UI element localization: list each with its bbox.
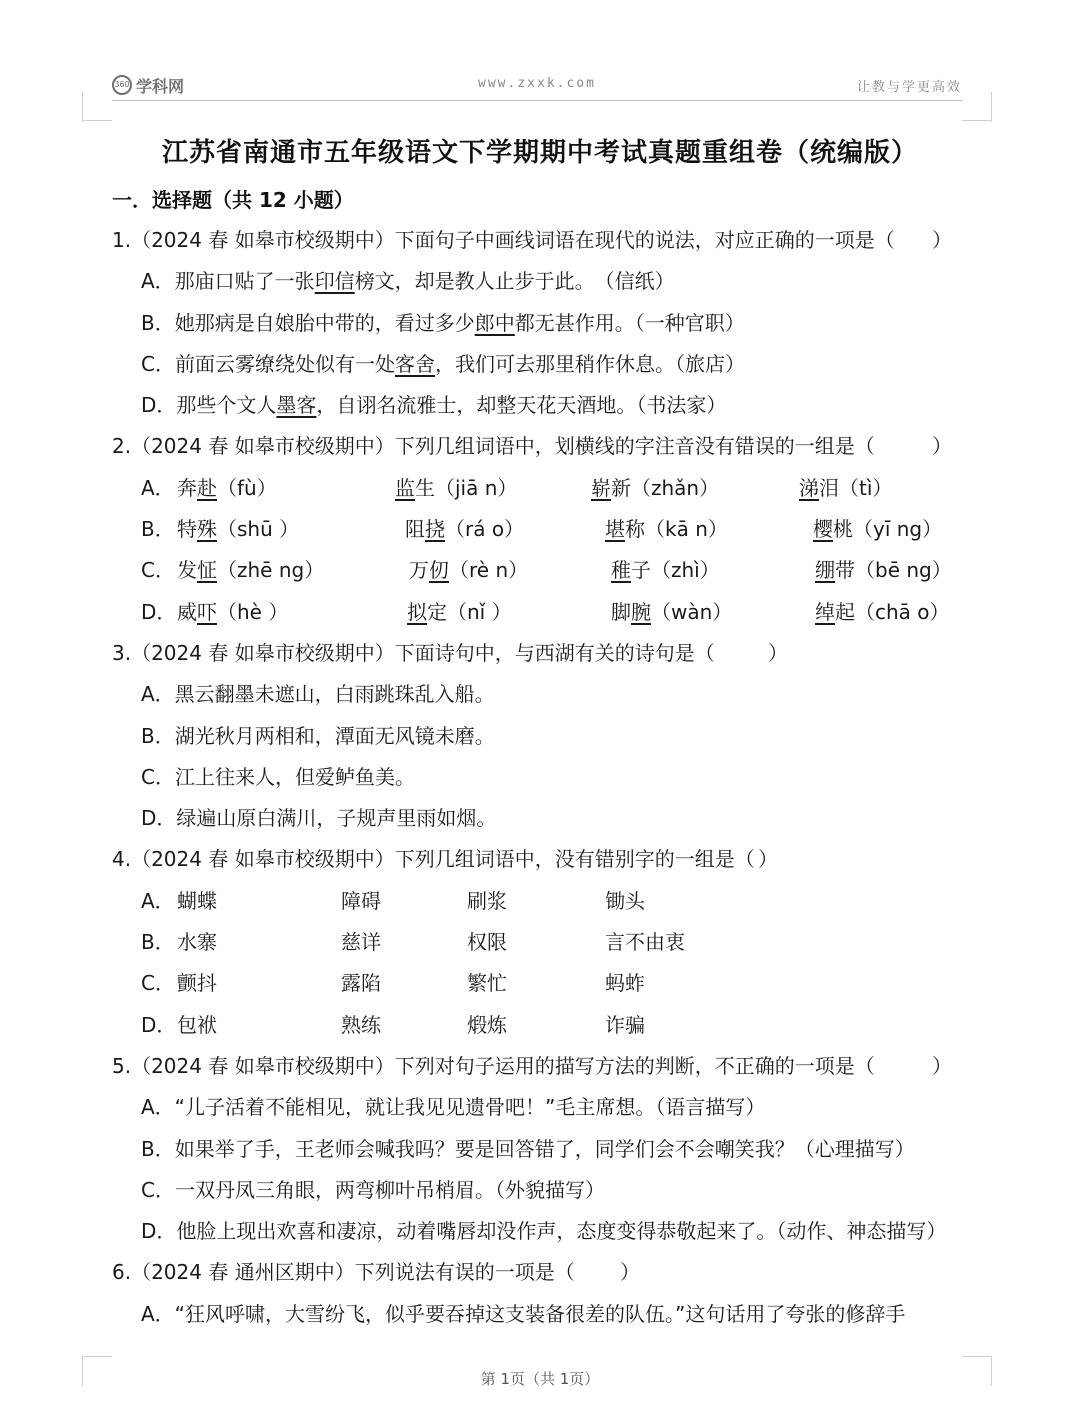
option-row: [112, 881, 972, 922]
underlined-word: 监: [395, 475, 415, 500]
slogan: 让教与学更高效: [856, 80, 962, 95]
option-text: 锄头: [605, 888, 645, 913]
option-text: （fù）: [217, 475, 277, 500]
option-text: 桃（yī ng）: [833, 517, 943, 542]
underlined-word: 赴: [197, 475, 217, 500]
option-line: [112, 385, 972, 426]
site-url: www.zxxk.com: [478, 76, 596, 91]
option-text: 脚: [611, 599, 631, 624]
option-text: （shū ）: [217, 517, 300, 542]
underlined-word: 印信: [314, 269, 355, 294]
option-cell: [611, 550, 720, 591]
option-text: D．绿遍山原白满川，子规声里雨如烟。: [141, 806, 497, 831]
option-cell: [605, 509, 728, 550]
option-text: （wàn）: [651, 599, 733, 624]
option-text: 刷浆: [467, 888, 507, 913]
option-text: B．如果举了手，王老师会喊我吗？要是回答错了，同学们会不会嘲笑我？（心理描写）: [141, 1136, 915, 1161]
underlined-word: 仞: [429, 558, 449, 583]
option-text: C．江上往来人，但爱鲈鱼美。: [141, 764, 415, 789]
option-label: D．: [141, 599, 177, 624]
option-line: [112, 1170, 972, 1211]
option-text: 包袱: [177, 1012, 217, 1037]
option-cell: [177, 922, 217, 963]
option-text: 称（kā n）: [625, 517, 728, 542]
answer-paren: ）: [932, 1053, 952, 1078]
option-cell: [605, 963, 645, 1004]
option-cell: [177, 1005, 217, 1046]
option-text: 都无甚作用。（一种官职）: [514, 310, 745, 335]
underlined-word: 绰: [815, 599, 835, 624]
option-text: 发: [177, 558, 197, 583]
underlined-word: 吓: [197, 599, 217, 624]
question-text: 6.（2024 春 通州区期中）下列说法有误的一项是（: [112, 1260, 575, 1285]
option-text: 生（jiā n）: [415, 475, 518, 500]
underlined-word: 绷: [815, 558, 835, 583]
option-row: [112, 592, 972, 633]
option-line: [112, 303, 972, 344]
option-text: 特: [177, 517, 197, 542]
corner-mark-top-left: [82, 92, 113, 122]
option-text: 权限: [467, 930, 507, 955]
option-cell: [177, 468, 277, 509]
underlined-word: 挠: [425, 517, 445, 542]
option-row: [112, 963, 972, 1004]
answer-paren: ）: [932, 434, 952, 459]
option-text: （zhē ng）: [217, 558, 325, 583]
option-text: A．那庙口贴了一张: [141, 269, 315, 294]
option-text: C．一双丹凤三角眼，两弯柳叶吊梢眉。（外貌描写）: [141, 1177, 605, 1202]
document-title: 江苏省南通市五年级语文下学期期中考试真题重组卷（统编版）: [161, 138, 918, 168]
option-text: （hè ）: [217, 599, 289, 624]
option-text: B．她那病是自娘胎中带的，看过多少: [141, 310, 475, 335]
logo-badge-icon: 360: [112, 75, 132, 95]
option-line: [112, 1087, 972, 1128]
option-cell: [467, 963, 507, 1004]
option-cell: [591, 468, 719, 509]
option-text: 煅炼: [467, 1012, 507, 1037]
option-line: [112, 1211, 972, 1252]
option-text: （rè n）: [449, 558, 529, 583]
option-text: 新（zhǎn）: [611, 475, 720, 500]
underlined-word: 拟: [407, 599, 427, 624]
option-line: [112, 344, 972, 385]
question-stem: [112, 633, 972, 674]
underlined-word: 崭: [591, 475, 611, 500]
option-text: 阻: [405, 517, 425, 542]
option-text: B．湖光秋月两相和，潭面无风镜未磨。: [141, 723, 495, 748]
option-text: 颤抖: [177, 971, 217, 996]
option-text: 蝴蝶: [177, 888, 217, 913]
option-cell: [177, 509, 299, 550]
option-text: 言不由衷: [605, 930, 685, 955]
option-line: [112, 757, 972, 798]
option-cell: [813, 509, 942, 550]
option-label: B．: [141, 517, 175, 542]
option-cell: [407, 592, 512, 633]
option-cell: [405, 509, 524, 550]
option-cell: [815, 550, 952, 591]
option-row: [112, 468, 972, 509]
question-text: 2.（2024 春 如皋市校级期中）下列几组词语中，划横线的字注音没有错误的一组是（: [112, 434, 875, 459]
option-text: 起（chā o）: [835, 599, 950, 624]
option-line: [112, 261, 972, 302]
option-text: 繁忙: [467, 971, 507, 996]
option-text: 泪（tì）: [819, 475, 893, 500]
option-cell: [177, 881, 217, 922]
option-text: 榜文，却是教人止步于此。 （信纸）: [354, 269, 675, 294]
option-cell: [605, 881, 645, 922]
option-text: 万: [409, 558, 429, 583]
underlined-word: 郎中: [474, 310, 515, 335]
option-label: A．: [141, 475, 175, 500]
underlined-word: 堪: [605, 517, 625, 542]
answer-paren: ）: [768, 640, 788, 665]
question-text: 5.（2024 春 如皋市校级期中）下列对句子运用的描写方法的判断，不正确的一项是（: [112, 1053, 875, 1078]
option-line: [112, 1294, 972, 1335]
option-label: C．: [141, 971, 175, 996]
option-text: A．黑云翻墨未遮山，白雨跳珠乱入船。: [141, 682, 495, 707]
option-text: ，自诩名流雅士，却整天花天酒地。（书法家）: [316, 393, 727, 418]
option-text: 蚂蚱: [605, 971, 645, 996]
option-cell: [799, 468, 892, 509]
underlined-word: 墨客: [276, 393, 317, 418]
option-text: 露陷: [341, 971, 381, 996]
underlined-word: 腕: [631, 599, 651, 624]
question-stem: [112, 839, 972, 880]
option-text: D．那些个文人: [141, 393, 277, 418]
option-cell: [177, 963, 217, 1004]
option-label: B．: [141, 930, 175, 955]
option-text: D．他脸上现出欢喜和凄凉，动着嘴唇却没作声，态度变得恭敬起来了。（动作、神态描写）: [141, 1219, 947, 1244]
option-text: ，我们可去那里稍作休息。（旅店）: [434, 351, 745, 376]
option-text: A．“狂风呼啸，大雪纷飞，似乎要吞掉这支装备很差的队伍。”这句话用了夸张的修辞手: [141, 1301, 906, 1326]
option-line: [112, 1129, 972, 1170]
question-stem: [112, 1046, 972, 1087]
option-text: 威: [177, 599, 197, 624]
question-stem: [112, 220, 972, 261]
option-cell: [467, 922, 507, 963]
option-cell: [815, 592, 950, 633]
question-text: 1.（2024 春 如皋市校级期中）下面句子中画线词语在现代的说法，对应正确的一项是（: [112, 228, 895, 252]
option-cell: [409, 550, 528, 591]
option-cell: [467, 1005, 507, 1046]
option-row: [112, 922, 972, 963]
underlined-word: 怔: [197, 558, 217, 583]
corner-mark-top-right: [961, 92, 992, 122]
option-cell: [605, 922, 685, 963]
option-label: D．: [141, 1012, 177, 1037]
option-text: 奔: [177, 475, 197, 500]
option-cell: [341, 922, 381, 963]
question-stem: [112, 426, 972, 467]
option-label: A．: [141, 888, 175, 913]
underlined-word: 稚: [611, 558, 631, 583]
questions-list: [112, 220, 972, 1335]
answer-paren: ）: [758, 847, 778, 872]
option-line: [112, 798, 972, 839]
option-text: 慈详: [341, 930, 381, 955]
option-text: 子（zhì）: [631, 558, 720, 583]
page-header: [112, 70, 962, 101]
option-cell: [611, 592, 732, 633]
option-text: （rá o）: [445, 517, 525, 542]
option-cell: [177, 592, 288, 633]
option-cell: [341, 1005, 381, 1046]
option-cell: [605, 1005, 645, 1046]
underlined-word: 涕: [799, 475, 819, 500]
option-label: C．: [141, 558, 175, 583]
option-row: [112, 550, 972, 591]
option-text: 定（nǐ ）: [427, 599, 512, 624]
option-text: 熟练: [341, 1012, 381, 1037]
section-title: 一．选择题（共 12 小题）: [112, 188, 354, 212]
option-row: [112, 1005, 972, 1046]
option-text: C．前面云雾缭绕处似有一处: [141, 351, 395, 376]
option-line: [112, 716, 972, 757]
page-number: 第 1页（共 1页）: [480, 1370, 600, 1388]
answer-paren: ）: [932, 228, 952, 252]
option-cell: [177, 550, 324, 591]
option-row: [112, 509, 972, 550]
logo-text: 学科网: [136, 76, 185, 96]
option-text: 带（bē ng）: [835, 558, 952, 583]
underlined-word: 樱: [813, 517, 833, 542]
option-text: 障碍: [341, 888, 381, 913]
answer-paren: ）: [620, 1260, 640, 1285]
underlined-word: 客舍: [394, 351, 435, 376]
question-stem: [112, 1252, 972, 1293]
option-cell: [395, 468, 517, 509]
option-line: [112, 674, 972, 715]
option-cell: [341, 963, 381, 1004]
question-text: 3.（2024 春 如皋市校级期中）下面诗句中，与西湖有关的诗句是（: [112, 640, 715, 665]
option-cell: [467, 881, 507, 922]
option-text: A．“儿子活着不能相见，就让我见见遗骨吧！”毛主席想。（语言描写）: [141, 1095, 766, 1120]
underlined-word: 殊: [197, 517, 217, 542]
option-cell: [341, 881, 381, 922]
option-text: 诈骗: [605, 1012, 645, 1037]
question-text: 4.（2024 春 如皋市校级期中）下列几组词语中，没有错别字的一组是（: [112, 847, 755, 872]
option-text: 水寨: [177, 930, 217, 955]
